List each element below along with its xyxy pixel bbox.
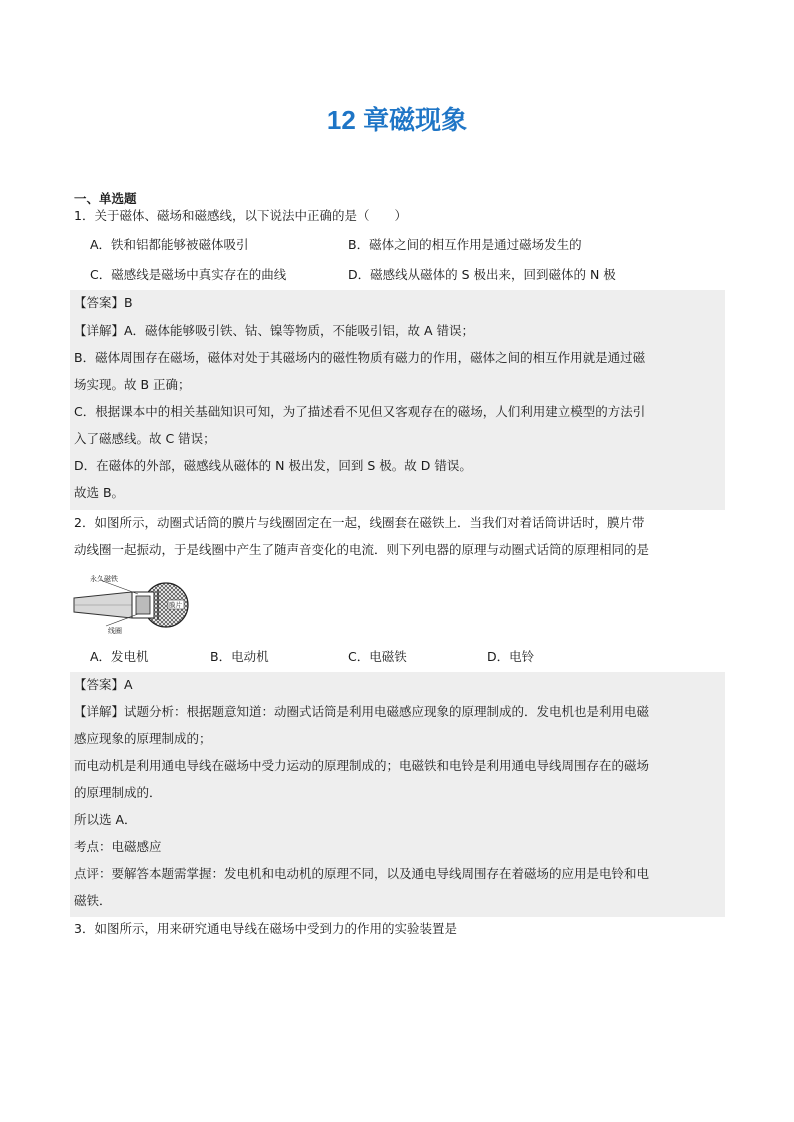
- microphone-diagram: [72, 572, 194, 636]
- q1-explanation-line: B．磁体周围存在磁场，磁体对处于其磁场内的磁性物质有磁力的作用，磁体之间的相互作用就是通过磁: [74, 350, 646, 365]
- q2-explanation-line: 点评：要解答本题需掌握：发电机和电动机的原理不同，以及通电导线周围存在着磁场的应用是电铃和电: [74, 866, 650, 881]
- section-heading: 一、单选题: [74, 191, 137, 206]
- q1-option-c: C．磁感线是磁场中真实存在的曲线: [90, 267, 287, 282]
- q2-explanation-line: 所以选 A．: [74, 812, 137, 827]
- q1-explanation-line: 故选 B。: [74, 485, 125, 500]
- q1-explanation-line: 场实现。故 B 正确；: [74, 377, 191, 392]
- q1-answer: 【答案】B: [74, 295, 133, 310]
- figure-label-diaphragm: 膜片: [169, 601, 182, 609]
- q1-option-b: B．磁体之间的相互作用是通过磁场发生的: [348, 237, 582, 252]
- q2-explanation-line: 的原理制成的．: [74, 785, 162, 800]
- question-1-stem: 1．关于磁体、磁场和磁感线，以下说法中正确的是（ ）: [74, 208, 407, 223]
- q2-explanation-line: 【详解】试题分析：根据题意知道：动圈式话筒是利用电磁感应现象的原理制成的．发电机也是利用电磁: [74, 704, 650, 719]
- q2-explanation-line: 磁铁．: [74, 893, 112, 908]
- q2-explanation-line: 考点：电磁感应: [74, 839, 162, 854]
- figure-label-coil: 线圈: [108, 627, 122, 635]
- q2-option-b: B．电动机: [210, 649, 269, 664]
- q1-explanation-line: D．在磁体的外部，磁感线从磁体的 N 极出发，回到 S 极。故 D 错误。: [74, 458, 472, 473]
- q1-explanation-line: 【详解】A．磁体能够吸引铁、钴、镍等物质，不能吸引铝，故 A 错误；: [74, 323, 475, 338]
- q1-option-d: D．磁感线从磁体的 S 极出来，回到磁体的 N 极: [348, 267, 616, 282]
- q2-option-c: C．电磁铁: [348, 649, 407, 664]
- q1-explanation-line: 入了磁感线。故 C 错误；: [74, 431, 216, 446]
- question-2-stem: 2．如图所示，动圈式话筒的膜片与线圈固定在一起，线圈套在磁铁上．当我们对着话筒讲话时，膜片带: [74, 515, 645, 530]
- q2-explanation-line: 而电动机是利用通电导线在磁场中受力运动的原理制成的；电磁铁和电铃是利用通电导线周围存在的磁场: [74, 758, 650, 773]
- question-3-stem: 3．如图所示，用来研究通电导线在磁场中受到力的作用的实验装置是: [74, 921, 457, 936]
- q2-explanation-line: 感应现象的原理制成的；: [74, 731, 212, 746]
- question-2-stem: 动线圈一起振动，于是线圈中产生了随声音变化的电流．则下列电器的原理与动圈式话筒的原理相同的是: [74, 542, 650, 557]
- q2-option-a: A．发电机: [90, 649, 149, 664]
- figure-label-magnet: 永久磁铁: [90, 575, 118, 583]
- q2-option-d: D．电铃: [487, 649, 535, 664]
- q2-answer: 【答案】A: [74, 677, 133, 692]
- page-title: 12 章磁现象: [326, 105, 468, 135]
- q1-option-a: A．铁和铝都能够被磁体吸引: [90, 237, 249, 252]
- q1-explanation-line: C．根据课本中的相关基础知识可知，为了描述看不见但又客观存在的磁场，人们利用建立模型的方法引: [74, 404, 646, 419]
